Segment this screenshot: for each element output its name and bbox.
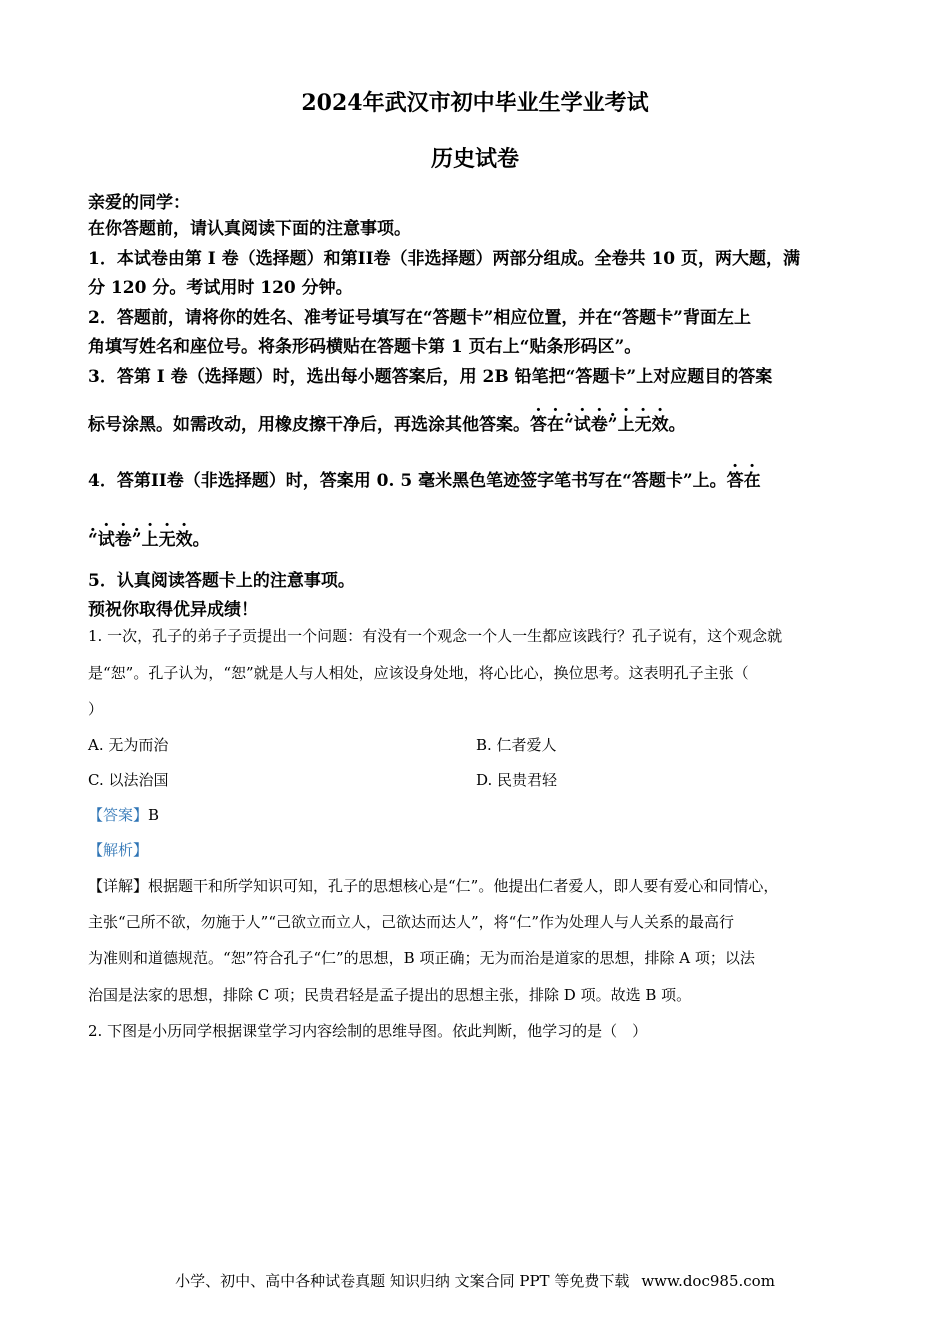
notice-item3-end: 。 xyxy=(668,415,686,435)
q1-stem-line2: 是“恕”。孔子认为，“恕”就是人与人相处，应该设身处地，将心比心，换位思考。这表明孔子主张（ xyxy=(88,664,749,682)
analysis-label: 【解析】 xyxy=(88,841,149,859)
notice-intro: 在你答题前，请认真阅读下面的注意事项。 xyxy=(88,219,411,239)
q1-detail-line3: 为准则和道德规范。“恕”符合孔子“仁”的思想，B 项正确；无为而治是道家的思想，排除 A 项；以法 xyxy=(88,949,755,967)
notice-item3-line2 xyxy=(88,410,686,435)
notice-item2-line1: 2．答题前，请将你的姓名、准考证号填写在“答题卡”相应位置，并在“答题卡”背面左上 xyxy=(88,308,751,328)
notice-item1-line1: 1．本试卷由第 I 卷（选择题）和第II卷（非选择题）两部分组成。全卷共 10 页，两大题，满 xyxy=(88,249,801,269)
answer-label: 【答案】 xyxy=(88,806,149,824)
q2-stem: 2. 下图是小历同学根据课堂学习内容绘制的思维导图。依此判断，他学习的是（ ） xyxy=(88,1022,648,1040)
notice-item3-emphasis: 答在. “试卷. ”上无效 xyxy=(530,415,669,435)
q1-stem-line1: 1. 一次，孔子的弟子子贡提出一个问题：有没有一个观念一个人一生都应该践行？孔子说有，这个观念就 xyxy=(88,627,783,645)
answer-value: B xyxy=(148,806,160,824)
notice-item4-line1 xyxy=(88,466,761,491)
notice-item4-end: 。 xyxy=(192,530,210,550)
q1-option-d: D. 民贵君轻 xyxy=(476,771,558,789)
notice-item4-line1-text: 4．答第II卷（非选择题）时，答案用 0. 5 毫米黑色笔迹签字笔书写在“答题卡”上。 xyxy=(88,471,727,491)
notice-item5: 5．认真阅读答题卡上的注意事项。 xyxy=(88,571,355,591)
footer-url[interactable]: www.doc985.com xyxy=(641,1272,775,1290)
notice-item3-line2-text: 标号涂黑。如需改动，用橡皮擦干净后，再选涂其他答案。 xyxy=(88,415,530,435)
notice-item4-line2-emphasis: . “试卷. ”上无效 xyxy=(88,530,193,550)
q1-option-c: C. 以法治国 xyxy=(88,771,169,789)
notice-item3-line1: 3．答第 I 卷（选择题）时，选出每小题答案后，用 2B 铅笔把“答题卡”上对应题目的答案 xyxy=(88,367,773,387)
q1-detail-line4: 治国是法家的思想，排除 C 项；民贵君轻是孟子提出的思想主张，排除 D 项。故选 B 项。 xyxy=(88,986,692,1004)
q1-option-b: B. 仁者爱人 xyxy=(476,736,557,754)
notice-item4-line2 xyxy=(88,525,210,550)
notice-item4-emphasis: 答在 xyxy=(726,471,761,491)
q1-detail-line2: 主张“己所不欲，勿施于人”“己欲立而立人，己欲达而达人”，将“仁”作为处理人与人关系的最高行 xyxy=(88,913,735,931)
footer-text: 小学、初中、高中各种试卷真题 知识归纳 文案合同 PPT 等免费下载 xyxy=(175,1272,630,1290)
exam-subtitle: 历史试卷 xyxy=(430,146,519,172)
detail-label: 【详解】 xyxy=(88,877,149,895)
q1-option-a: A. 无为而治 xyxy=(88,736,169,754)
notice-wish: 预祝你取得优异成绩！ xyxy=(88,600,258,620)
q1-stem-line3: ） xyxy=(88,700,104,718)
q1-detail-line1 xyxy=(88,875,778,896)
detail-line1-text: 根据题干和所学知识可知，孔子的思想核心是“仁”。他提出仁者爱人，即人要有爱心和同情心， xyxy=(148,877,779,895)
page-footer xyxy=(0,1270,950,1291)
notice-greeting: 亲爱的同学： xyxy=(88,193,190,213)
exam-title: 2024年武汉市初中毕业生学业考试 xyxy=(301,90,649,116)
notice-item2-line2: 角填写姓名和座位号。将条形码横贴在答题卡第 1 页右上“贴条形码区”。 xyxy=(88,337,642,357)
notice-item1-line2: 分 120 分。考试用时 120 分钟。 xyxy=(88,278,353,298)
q1-answer xyxy=(88,804,159,825)
